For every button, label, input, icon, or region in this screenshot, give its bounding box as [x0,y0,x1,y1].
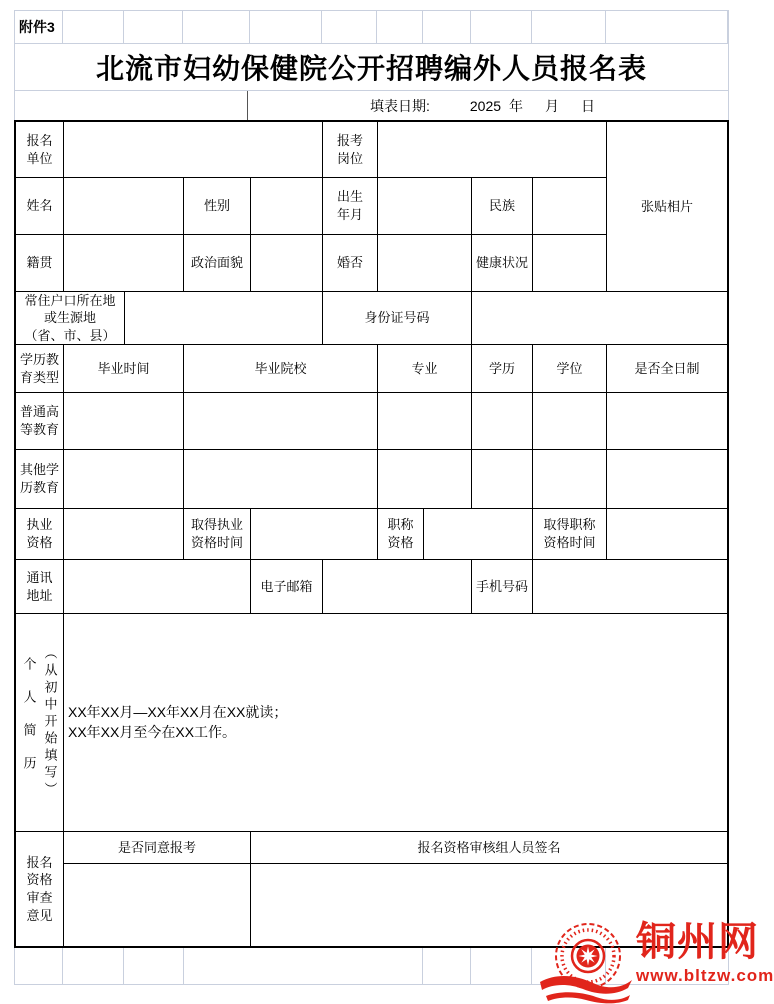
email-label [251,560,323,614]
prac-cert-input[interactable] [64,509,184,560]
marital-input[interactable] [378,235,472,292]
attachment-label: 附件3 [19,19,55,35]
review-label-text: 报名 资格 审查 意见 [26,854,53,923]
id-number-text: 身份证号码 [364,310,430,326]
page-title: 北流市妇幼保健院公开招聘编外人员报名表 [95,54,647,85]
photo-cell[interactable] [607,122,727,292]
political-label [184,235,251,292]
date-row [14,91,729,120]
date-unit-year: 年 [509,97,524,114]
email-text: 电子邮箱 [260,578,313,594]
edu-regular-text: 普通高 等教育 [19,404,59,437]
apply-unit-input[interactable] [64,122,323,178]
grid-cell [377,11,423,43]
title-row [14,44,729,91]
grid-cell [15,948,63,984]
fulltime-text: 是否全日制 [634,360,700,376]
grid-cell [63,948,124,984]
edu-other-major-input[interactable] [378,450,472,509]
resume-content-text: XX年XX月—XX年XX月在XX就读； XX年XX月至今在XX工作。 [68,703,288,740]
name-text: 姓名 [26,198,53,214]
degree-text: 学位 [556,360,583,376]
id-number-label [323,292,472,345]
native-place-input[interactable] [64,235,184,292]
signature-header [251,832,727,864]
marital-label [323,235,378,292]
sheet [14,10,729,985]
native-place-label [16,235,64,292]
ethnic-text: 民族 [488,198,515,214]
site-logo-textblock [636,920,774,986]
major-header [378,345,472,393]
level-header [472,345,533,393]
birth-text: 出生 年月 [336,189,363,222]
gender-text: 性别 [203,198,230,214]
apply-post-label [323,122,378,178]
edu-other-gradtime-input[interactable] [64,450,184,509]
gender-label [184,178,251,235]
resume-label-text: 个人简历 [21,656,37,789]
address-text: 通讯 地址 [26,569,53,603]
grid-cell [532,11,606,43]
site-logo-text: 铜州网 [636,920,759,964]
residence-text: 常住户口所在地 或生源地 （省、市、县） [24,292,116,343]
prac-cert-label [16,509,64,560]
grid-cell [250,11,322,43]
resume-note-text: （从初中开始填写） [42,646,58,799]
email-input[interactable] [323,560,472,614]
native-place-text: 籍贯 [26,255,53,271]
political-text: 政治面貌 [190,255,243,271]
grid-cell [184,948,423,984]
political-input[interactable] [251,235,323,292]
fulltime-header [607,345,727,393]
edu-regular-major-input[interactable] [378,393,472,450]
grid-cell [423,948,471,984]
site-logo-emblem [538,920,634,1004]
edu-other-label [16,450,64,509]
name-label [16,178,64,235]
resume-content-cell[interactable] [64,614,727,832]
residence-label [16,292,125,345]
agree-input[interactable] [64,864,251,946]
grid-cell [124,948,184,984]
edu-regular-gradtime-input[interactable] [64,393,184,450]
title-cert-input[interactable] [424,509,533,560]
mobile-input[interactable] [533,560,727,614]
gender-input[interactable] [251,178,323,235]
prac-cert-text: 执业 资格 [26,517,53,550]
mobile-label [472,560,533,614]
site-watermark [538,920,774,1004]
id-number-input[interactable] [472,292,727,345]
edu-other-fulltime-input[interactable] [607,450,727,509]
resume-label-wrap [20,646,60,799]
grad-time-header [64,345,184,393]
health-label [472,235,533,292]
review-label [16,832,64,946]
date-unit-month: 月 [545,97,560,114]
birth-input[interactable] [378,178,472,235]
edu-type-header [16,345,64,393]
title-cert-time-label [533,509,607,560]
prac-cert-time-input[interactable] [251,509,378,560]
date-cell [248,91,728,120]
edu-regular-degree-input[interactable] [533,393,607,450]
mobile-text: 手机号码 [475,578,528,594]
top-grid-row [14,10,729,44]
apply-post-text: 报考 岗位 [336,132,363,166]
title-cert-label [378,509,424,560]
date-label: 填表日期: [370,97,430,114]
title-cert-time-text: 取得职称 资格时间 [543,517,596,550]
health-input[interactable] [533,235,607,292]
edu-other-level-input[interactable] [472,450,533,509]
grad-time-text: 毕业时间 [97,360,150,376]
level-text: 学历 [488,360,515,376]
agree-text: 是否同意报考 [117,839,196,855]
photo-text: 张贴相片 [640,198,693,214]
edu-other-text: 其他学 历教育 [19,462,59,495]
edu-regular-school-input[interactable] [184,393,378,450]
date-unit-day: 日 [581,97,596,114]
grid-cell [322,11,377,43]
title-cert-text: 职称 资格 [387,517,414,550]
edu-regular-level-input[interactable] [472,393,533,450]
grid-cell [606,11,728,43]
degree-header [533,345,607,393]
application-form-table [14,120,729,948]
grid-cell [471,11,532,43]
marital-text: 婚否 [336,255,363,271]
grid-cell [124,11,183,43]
apply-unit-label [16,122,64,178]
date-year-value: 2025 [469,97,502,114]
ethnic-input[interactable] [533,178,607,235]
residence-input[interactable] [125,292,323,345]
apply-post-input[interactable] [378,122,607,178]
ethnic-label [472,178,533,235]
apply-unit-text: 报名 单位 [26,132,53,166]
health-text: 健康状况 [475,255,528,271]
prac-cert-time-label [184,509,251,560]
grid-cell [423,11,471,43]
grid-cell [63,11,124,43]
date-left-cell [15,91,248,120]
agree-header [64,832,251,864]
prac-cert-time-text: 取得执业 资格时间 [190,517,243,550]
address-input[interactable] [64,560,251,614]
edu-regular-fulltime-input[interactable] [607,393,727,450]
edu-regular-label [16,393,64,450]
site-logo-url: www.bltzw.com [636,966,774,985]
major-text: 专业 [411,360,438,376]
school-header [184,345,378,393]
title-cert-time-input[interactable] [607,509,727,560]
grid-cell [183,11,250,43]
signature-text: 报名资格审核组人员签名 [417,839,561,855]
edu-type-text: 学历教 育类型 [19,351,59,385]
address-label [16,560,64,614]
school-text: 毕业院校 [254,360,307,376]
grid-cell [471,948,532,984]
edu-other-degree-input[interactable] [533,450,607,509]
birth-label [323,178,378,235]
resume-label [16,614,64,832]
edu-other-school-input[interactable] [184,450,378,509]
name-input[interactable] [64,178,184,235]
